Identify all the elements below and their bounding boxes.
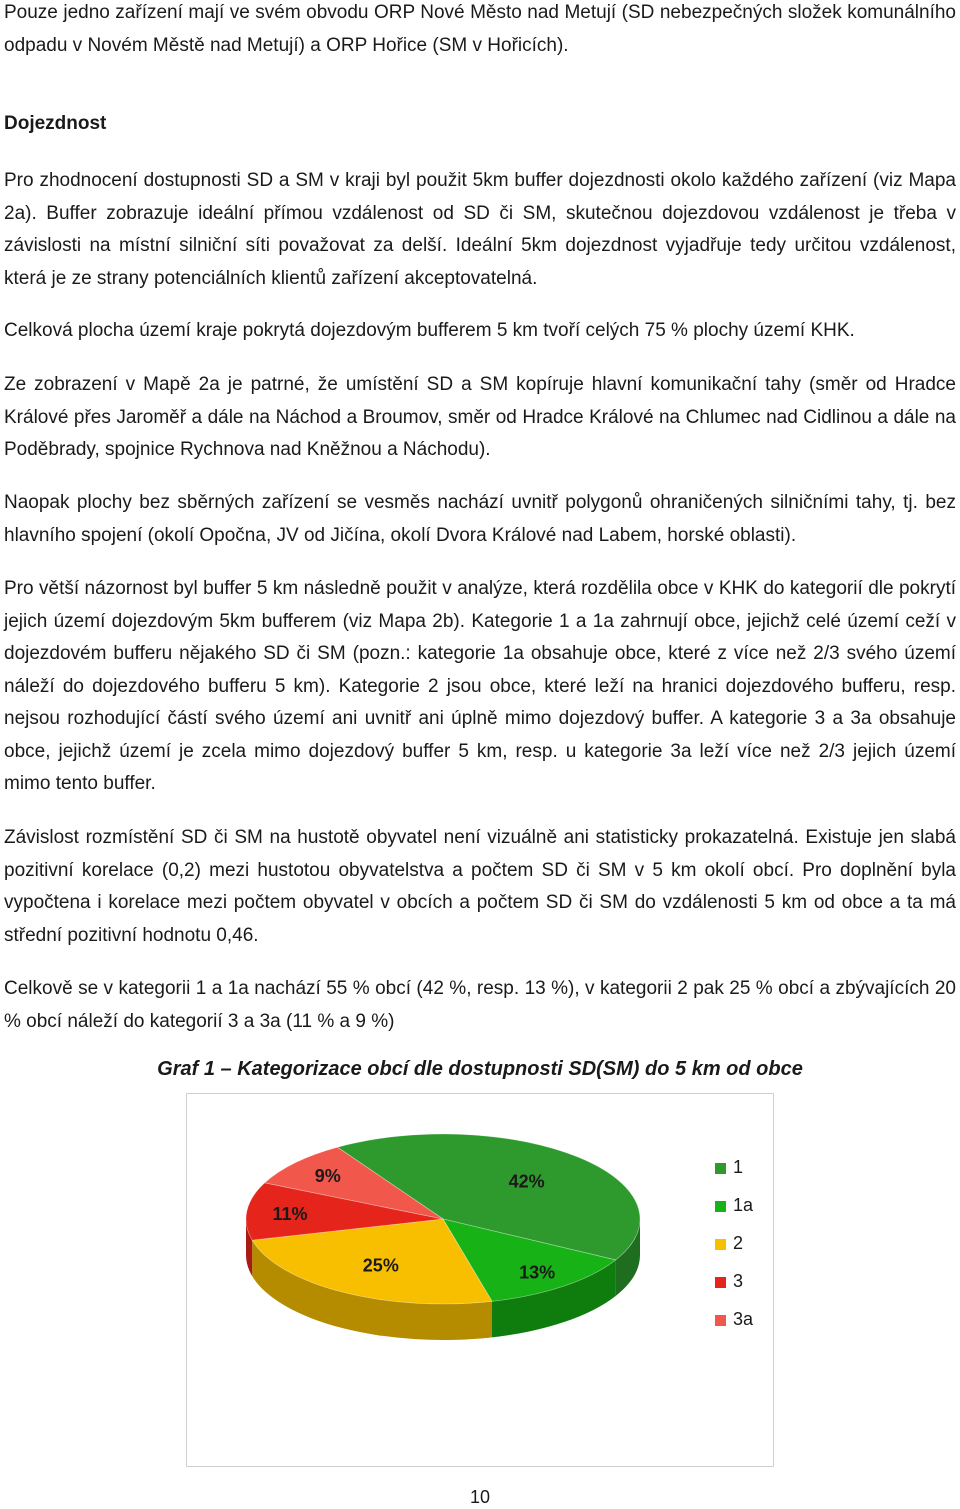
- pie-data-label: 25%: [362, 1255, 399, 1276]
- pie-data-label: 13%: [519, 1262, 556, 1283]
- legend-swatch-2: [715, 1239, 726, 1250]
- paragraph-without-facilities: Naopak plochy bez sběrných zařízení se vesměs nachází uvnitř polygonů ohraničených silničními tahy, tj. bez hlavního spojení (okolí Opočna, JV od Jičína, okolí Dvora Králové nad Labem, horské oblasti).: [4, 492, 956, 546]
- legend-label-3a: 3a: [733, 1309, 754, 1329]
- legend-label-2: 2: [733, 1233, 744, 1253]
- legend-swatch-1: [715, 1163, 726, 1174]
- paragraph-dojezdnost: Pro zhodnocení dostupnosti SD a SM v kraji byl použit 5km buffer dojezdnosti okolo každého zařízení (viz Mapa 2a). Buffer zobrazuje ideální přímou vzdálenost od SD či SM, skutečnou dojezdovou vzdálenost je třeba v závislosti na místní silniční síti považovat za delší. Ideální 5km dojezdnost vyjadřuje tedy určitou vzdálenost, která je ze strany potenciálních klientů zařízení akceptovatelná.: [4, 170, 956, 289]
- section-heading: Dojezdnost: [4, 113, 107, 134]
- pie-chart-svg: [187, 1094, 773, 1466]
- legend-label-1: 1: [733, 1157, 744, 1177]
- paragraph-summary: Celkově se v kategorii 1 a 1a nachází 55 % obcí (42 %, resp. 13 %), v kategorii 2 pak 25 % obcí a zbývajících 20 % obcí náleží do kategorií 3 a 3a (11 % a 9 %): [4, 978, 956, 1032]
- pie-chart: [186, 1093, 774, 1467]
- paragraph-correlation: Závislost rozmístění SD či SM na hustotě obyvatel není vizuálně ani statisticky prokazatelná. Existuje jen slabá pozitivní korelace (0,2) mezi hustotou obyvatelstva a počtem SD či SM v 5 km okolí obcí. Pro doplnění byla vypočtena i korelace mezi počtem obyvatel v obcích a počtem SD či SM do vzdálenosti 5 km od obce a ta má střední pozitivní hodnotu 0,46.: [4, 827, 956, 946]
- legend-swatch-3a: [715, 1315, 726, 1326]
- intro-paragraph: Pouze jedno zařízení mají ve svém obvodu ORP Nové Město nad Metují (SD nebezpečných složek komunálního odpadu v Novém Městě nad Metují) a ORP Hořice (SM v Hořicích).: [4, 2, 956, 56]
- chart-title: Graf 1 – Kategorizace obcí dle dostupnosti SD(SM) do 5 km od obce: [157, 1058, 803, 1080]
- page-number: 10: [469, 1487, 491, 1507]
- pie-data-label: 9%: [314, 1166, 341, 1187]
- pie-data-label: 11%: [272, 1203, 308, 1224]
- legend-label-3: 3: [733, 1271, 744, 1291]
- chart-legend: [715, 1157, 754, 1329]
- paragraph-map-2a: Ze zobrazení v Mapě 2a je patrné, že umístění SD a SM kopíruje hlavní komunikační tahy (směr od Hradce Králové přes Jaroměř a dále na Náchod a Broumov, směr od Hradce Králové na Chlumec nad Cidlinou a dále na Poděbrady, spojnice Rychnova nad Kněžnou a Náchodu).: [4, 374, 956, 460]
- legend-label-1a: 1a: [733, 1195, 754, 1215]
- legend-swatch-1a: [715, 1201, 726, 1212]
- paragraph-categories: Pro větší názornost byl buffer 5 km následně použit v analýze, která rozdělila obce v KHK do kategorií dle pokrytí jejich území dojezdovým 5km bufferem (viz Mapa 2b). Kategorie 1 a 1a zahrnují obce, jejichž celé území ceží v dojezdovém bufferu nějakého SD či SM (pozn.: kategorie 1a obsahuje obce, které z více než 2/3 svého území náleží do dojezdového bufferu 5 km). Kategorie 2 jsou obce, které leží na hranici dojezdového bufferu, resp. nejsou rozhodující částí svého území ani uvnitř ani úplně mimo dojezdový buffer. A kategorie 3 a 3a obsahuje obce, jejichž území je zcela mimo dojezdový buffer 5 km, resp. u kategorie 3a leží více než 2/3 jejich území mimo tento buffer.: [4, 578, 956, 794]
- paragraph-coverage: Celková plocha území kraje pokrytá dojezdovým bufferem 5 km tvoří celých 75 % plochy území KHK.: [4, 320, 855, 341]
- legend-swatch-3: [715, 1277, 726, 1288]
- pie-data-label: 42%: [508, 1171, 545, 1192]
